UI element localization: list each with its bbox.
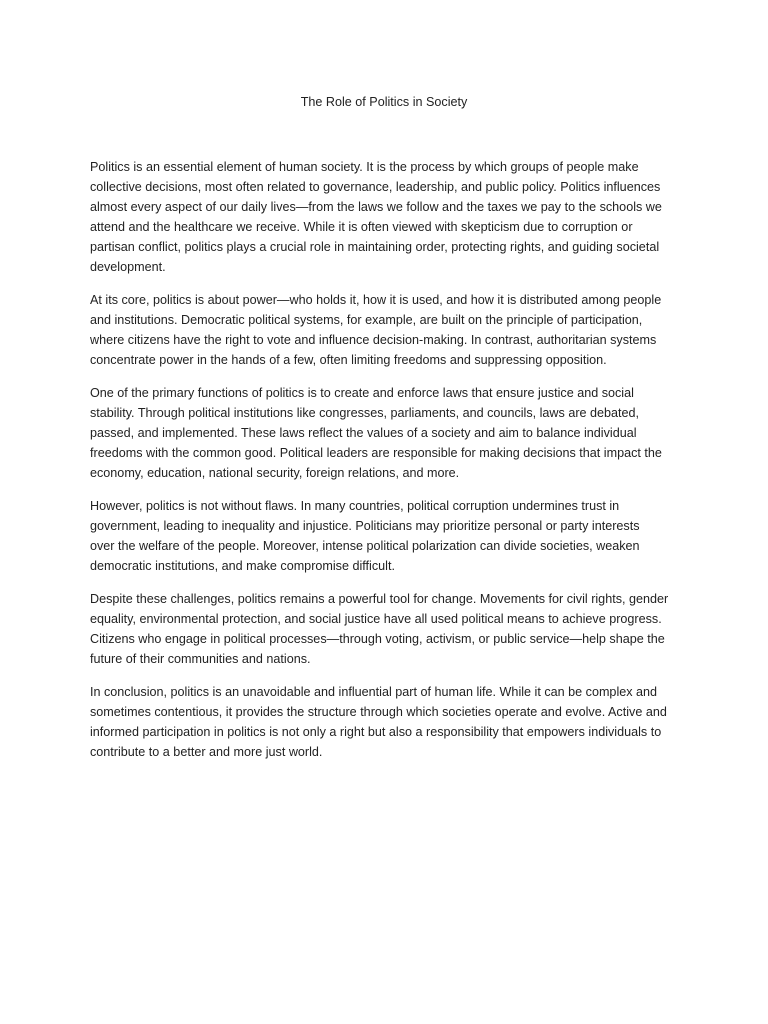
document-title: The Role of Politics in Society — [300, 95, 468, 109]
text-line: and institutions. Democratic political systems, for example, are built on the principle of participation, — [90, 313, 643, 327]
text-line: partisan conflict, politics plays a crucial role in maintaining order, protecting rights, and guiding societal — [90, 240, 660, 254]
text-line: democratic institutions, and make compromise difficult. — [90, 559, 395, 573]
text-line: At its core, politics is about power—who holds it, how it is used, and how it is distributed among people — [90, 293, 662, 307]
text-line: future of their communities and nations. — [90, 652, 311, 666]
text-line: One of the primary functions of politics is to create and enforce laws that ensure justice and social — [90, 386, 634, 400]
text-line: almost every aspect of our daily lives—from the laws we follow and the taxes we pay to the schools we — [90, 200, 662, 214]
paragraph-2 — [90, 290, 686, 370]
text-line: Politics is an essential element of human society. It is the process by which groups of people make — [90, 160, 639, 174]
text-line: government, leading to inequality and injustice. Politicians may prioritize personal or party interests — [90, 519, 640, 533]
text-line: contribute to a better and more just world. — [90, 745, 323, 759]
text-line: economy, education, national security, foreign relations, and more. — [90, 466, 460, 480]
paragraph-1 — [90, 157, 686, 277]
text-line: Citizens who engage in political processes—through voting, activism, or public service—help shape the — [90, 632, 665, 646]
text-line: development. — [90, 260, 166, 274]
text-line: over the welfare of the people. Moreover, intense political polarization can divide societies, weaken — [90, 539, 640, 553]
text-line: Despite these challenges, politics remains a powerful tool for change. Movements for civil rights, gender — [90, 592, 669, 606]
text-line: collective decisions, most often related to governance, leadership, and public policy. Politics influences — [90, 180, 661, 194]
text-line: concentrate power in the hands of a few, often limiting freedoms and suppressing opposition. — [90, 353, 607, 367]
text-line: sometimes contentious, it provides the structure through which societies operate and evolve. Active and — [90, 705, 667, 719]
text-line: passed, and implemented. These laws reflect the values of a society and aim to balance individual — [90, 426, 637, 440]
paragraph-3 — [90, 383, 686, 483]
paragraph-5 — [90, 589, 686, 669]
paragraph-6 — [90, 682, 686, 762]
text-line: equality, environmental protection, and social justice have all used political means to achieve progress. — [90, 612, 662, 626]
text-line: freedoms with the common good. Political leaders are responsible for making decisions that impact the — [90, 446, 662, 460]
text-line: In conclusion, politics is an unavoidable and influential part of human life. While it can be complex and — [90, 685, 658, 699]
text-line: However, politics is not without flaws. In many countries, political corruption undermines trust in — [90, 499, 620, 513]
text-line: where citizens have the right to vote and influence decision-making. In contrast, authoritarian systems — [90, 333, 657, 347]
text-line: informed participation in politics is not only a right but also a responsibility that empowers individuals to — [90, 725, 662, 739]
paragraph-4 — [90, 496, 686, 576]
text-line: attend and the healthcare we receive. While it is often viewed with skepticism due to corruption or — [90, 220, 633, 234]
text-line: stability. Through political institutions like congresses, parliaments, and councils, laws are debated, — [90, 406, 640, 420]
document-body — [90, 157, 686, 775]
